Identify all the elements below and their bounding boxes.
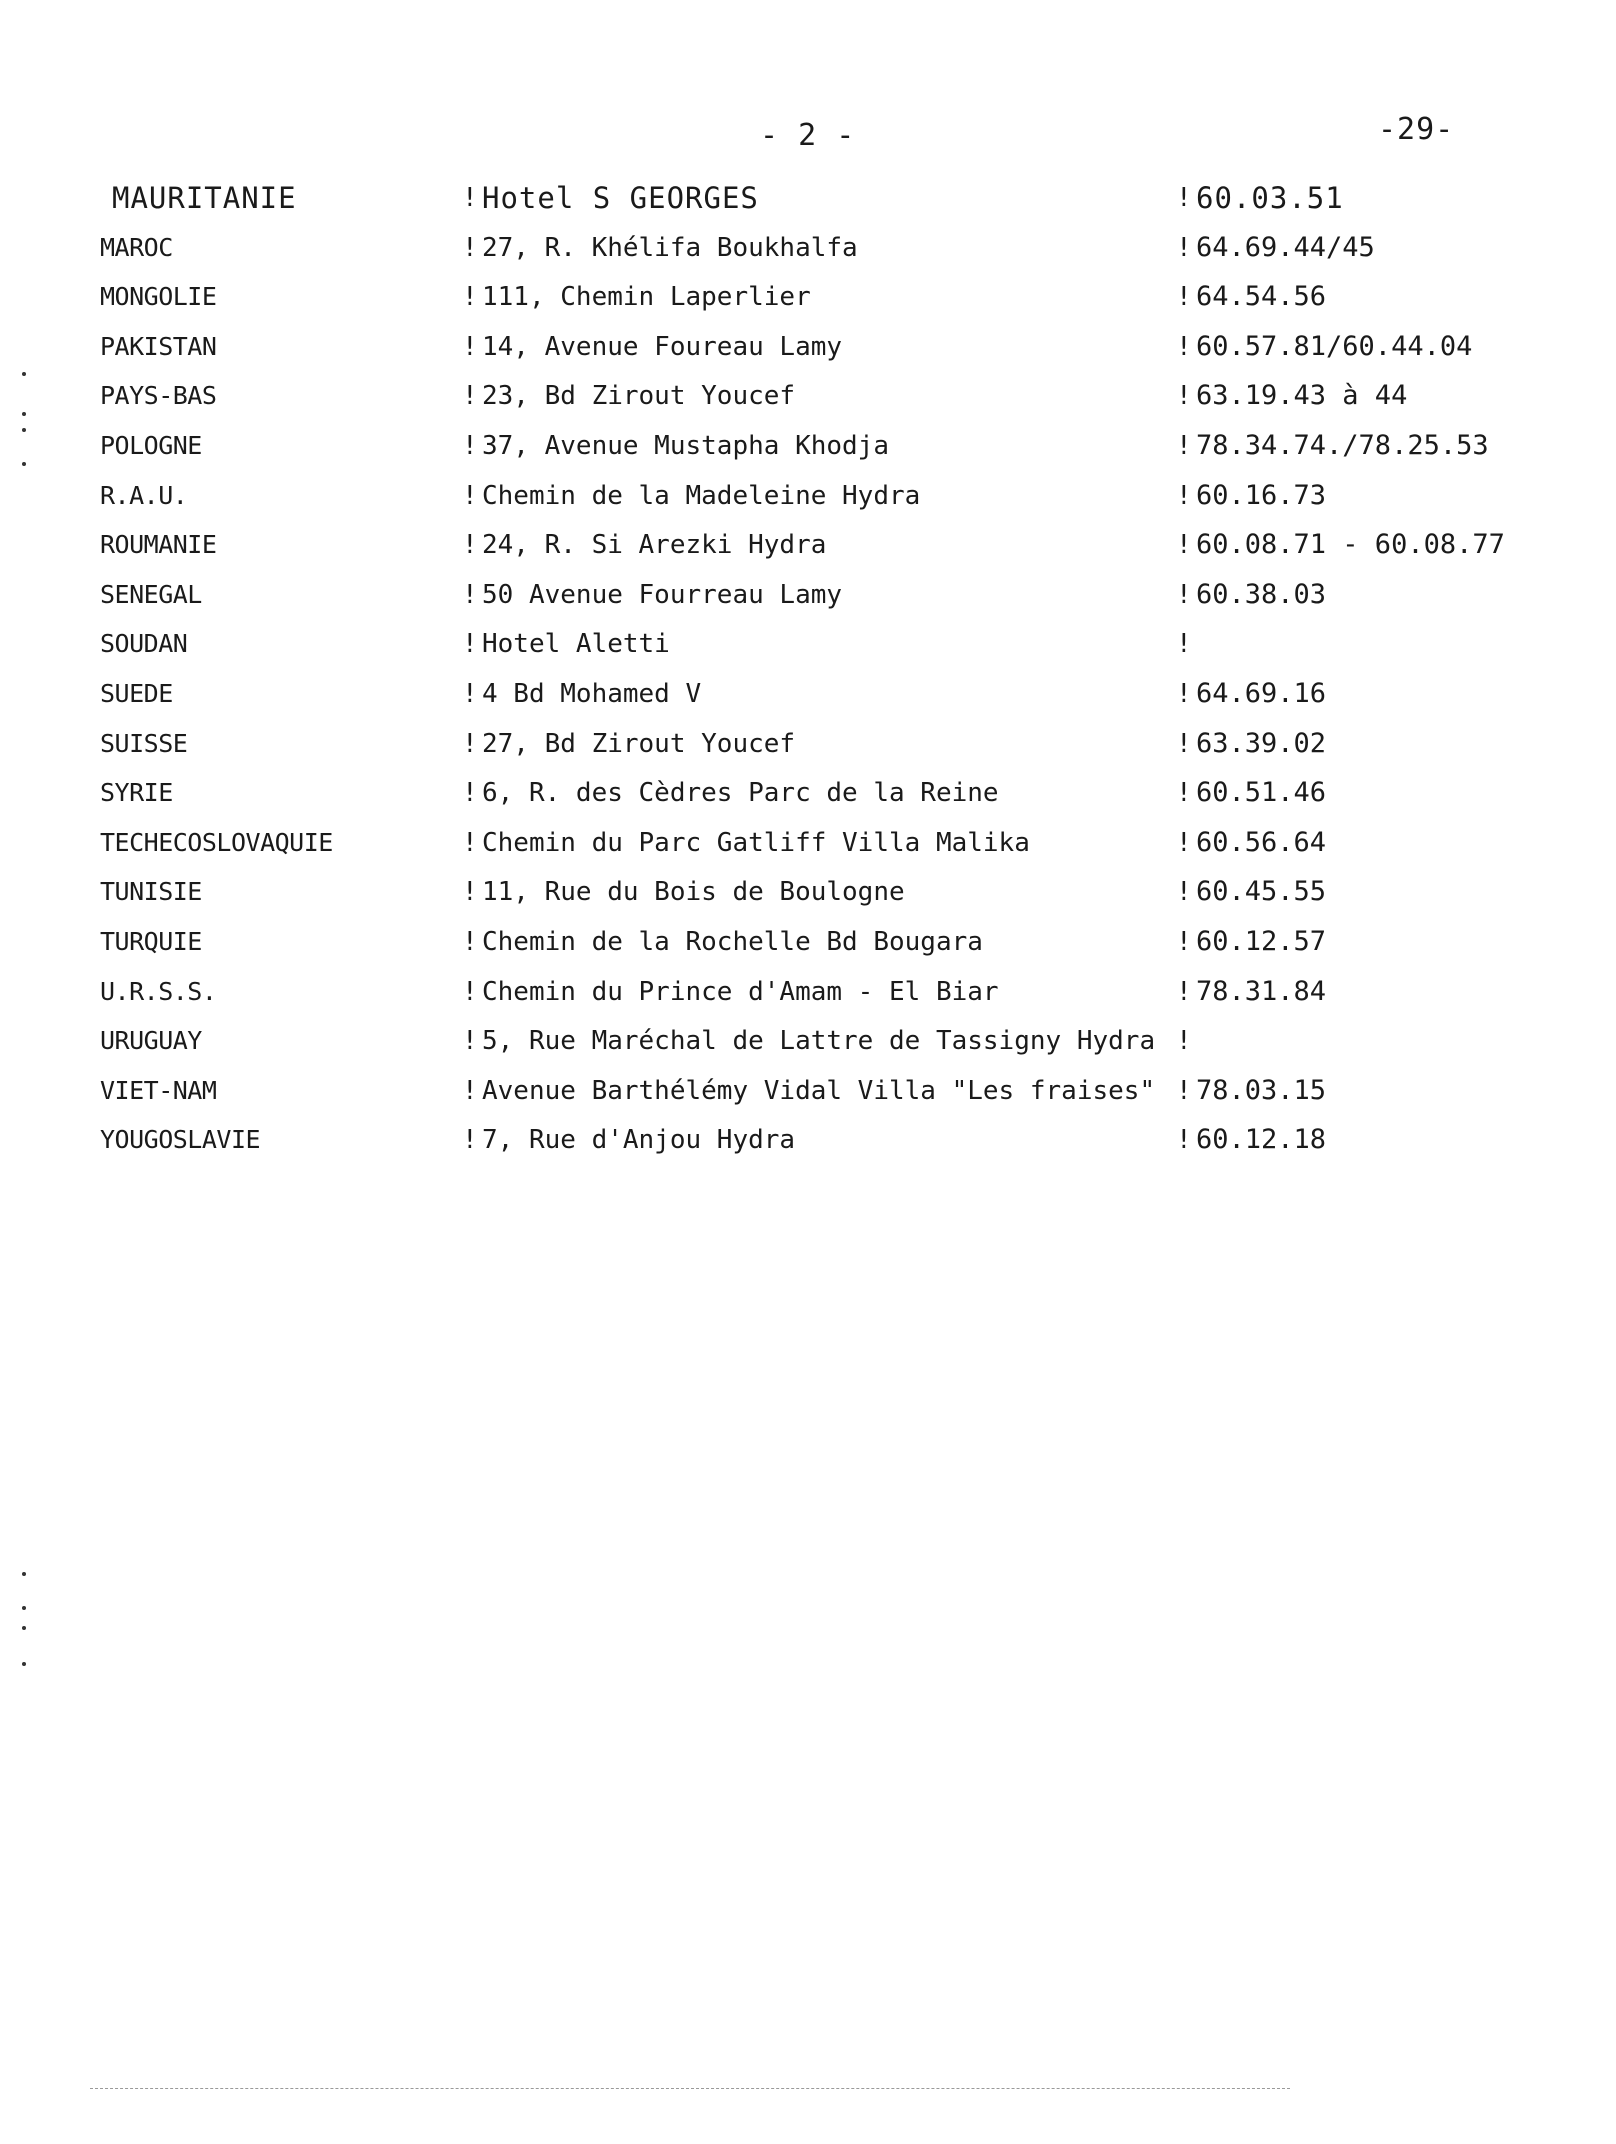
phone-number: 60.16.73 bbox=[1196, 479, 1327, 511]
list-item bbox=[0, 525, 1616, 575]
phone-number: 60.51.46 bbox=[1196, 777, 1327, 809]
phone-number: 78.03.15 bbox=[1196, 1074, 1327, 1106]
country-name: SYRIE bbox=[100, 778, 173, 808]
column-separator: ! bbox=[1176, 877, 1192, 908]
country-name: TUNISIE bbox=[100, 877, 202, 907]
list-item bbox=[0, 476, 1616, 526]
phone-number: 63.19.43 à 44 bbox=[1196, 380, 1408, 412]
column-separator: ! bbox=[1176, 678, 1192, 709]
phone-number: 60.38.03 bbox=[1196, 578, 1327, 610]
address: 37, Avenue Mustapha Khodja bbox=[482, 430, 889, 461]
margin-mark bbox=[22, 1662, 26, 1666]
margin-mark bbox=[22, 1606, 26, 1610]
column-separator: ! bbox=[462, 183, 478, 213]
column-separator: ! bbox=[1176, 232, 1192, 263]
list-item bbox=[0, 872, 1616, 922]
address: Avenue Barthélémy Vidal Villa "Les fraises" bbox=[482, 1075, 1156, 1106]
country-name: MONGOLIE bbox=[100, 282, 217, 312]
list-item bbox=[0, 327, 1616, 377]
country-name: SUISSE bbox=[100, 728, 188, 758]
country-name: TECHECOSLOVAQUIE bbox=[100, 827, 333, 857]
address: 4 Bd Mohamed V bbox=[482, 678, 702, 709]
column-separator: ! bbox=[462, 480, 478, 511]
address: Chemin du Parc Gatliff Villa Malika bbox=[482, 827, 1030, 858]
country-name: MAURITANIE bbox=[112, 181, 297, 215]
country-name: U.R.S.S. bbox=[100, 976, 217, 1006]
phone-number: 60.45.55 bbox=[1196, 876, 1327, 908]
column-separator: ! bbox=[1176, 480, 1192, 511]
column-separator: ! bbox=[462, 331, 478, 362]
column-separator: ! bbox=[1176, 282, 1192, 313]
address: 24, R. Si Arezki Hydra bbox=[482, 530, 827, 561]
list-item bbox=[0, 724, 1616, 774]
list-item bbox=[0, 1120, 1616, 1170]
phone-number: 64.54.56 bbox=[1196, 281, 1327, 313]
margin-mark bbox=[22, 1572, 26, 1576]
phone-number: 63.39.02 bbox=[1196, 727, 1327, 759]
column-separator: ! bbox=[1176, 1075, 1192, 1106]
column-separator: ! bbox=[1176, 629, 1192, 660]
list-item bbox=[0, 228, 1616, 278]
column-separator: ! bbox=[462, 1075, 478, 1106]
column-separator: ! bbox=[462, 778, 478, 809]
column-separator: ! bbox=[462, 430, 478, 461]
address: 11, Rue du Bois de Boulogne bbox=[482, 877, 905, 908]
address: 50 Avenue Fourreau Lamy bbox=[482, 579, 843, 610]
country-name: ROUMANIE bbox=[100, 530, 217, 560]
list-item bbox=[0, 277, 1616, 327]
column-separator: ! bbox=[1176, 331, 1192, 362]
column-separator: ! bbox=[462, 976, 478, 1007]
margin-mark bbox=[22, 1626, 26, 1630]
column-separator: ! bbox=[462, 530, 478, 561]
country-name: POLOGNE bbox=[100, 430, 202, 460]
address: 5, Rue Maréchal de Lattre de Tassigny Hydra bbox=[482, 1026, 1156, 1057]
column-separator: ! bbox=[1176, 976, 1192, 1007]
column-separator: ! bbox=[462, 728, 478, 759]
address: 27, Bd Zirout Youcef bbox=[482, 728, 796, 759]
column-separator: ! bbox=[462, 282, 478, 313]
list-item bbox=[0, 972, 1616, 1022]
column-separator: ! bbox=[1176, 430, 1192, 461]
column-separator: ! bbox=[1176, 579, 1192, 610]
country-name: SENEGAL bbox=[100, 579, 202, 609]
address: 23, Bd Zirout Youcef bbox=[482, 381, 796, 412]
list-item bbox=[0, 1021, 1616, 1071]
address: Chemin de la Madeleine Hydra bbox=[482, 480, 921, 511]
country-name: PAKISTAN bbox=[100, 331, 217, 361]
column-separator: ! bbox=[462, 1026, 478, 1057]
list-item bbox=[0, 426, 1616, 476]
list-item bbox=[0, 376, 1616, 426]
margin-mark bbox=[22, 372, 26, 376]
list-item bbox=[0, 674, 1616, 724]
margin-mark bbox=[22, 428, 26, 432]
country-name: VIET-NAM bbox=[100, 1075, 217, 1105]
bottom-rule bbox=[90, 2088, 1290, 2089]
margin-mark bbox=[22, 462, 26, 466]
country-name: MAROC bbox=[100, 232, 173, 262]
column-separator: ! bbox=[1176, 827, 1192, 858]
column-separator: ! bbox=[462, 926, 478, 957]
embassy-list bbox=[0, 178, 1616, 1170]
address: Chemin de la Rochelle Bd Bougara bbox=[482, 926, 983, 957]
column-separator: ! bbox=[462, 678, 478, 709]
phone-number: 60.12.57 bbox=[1196, 925, 1327, 957]
phone-number: 64.69.44/45 bbox=[1196, 231, 1375, 263]
country-name: SUEDE bbox=[100, 678, 173, 708]
list-item bbox=[0, 178, 1616, 228]
country-name: URUGUAY bbox=[100, 1026, 202, 1056]
column-separator: ! bbox=[1176, 381, 1192, 412]
column-separator: ! bbox=[462, 877, 478, 908]
address: 6, R. des Cèdres Parc de la Reine bbox=[482, 778, 999, 809]
column-separator: ! bbox=[1176, 728, 1192, 759]
phone-number: 60.03.51 bbox=[1196, 181, 1344, 215]
address: Hotel Aletti bbox=[482, 629, 670, 660]
country-name: R.A.U. bbox=[100, 480, 188, 510]
list-item bbox=[0, 575, 1616, 625]
list-item bbox=[0, 823, 1616, 873]
country-name: YOUGOSLAVIE bbox=[100, 1125, 261, 1155]
column-separator: ! bbox=[462, 381, 478, 412]
list-item bbox=[0, 624, 1616, 674]
phone-number: 78.34.74./78.25.53 bbox=[1196, 429, 1489, 461]
phone-number: 60.56.64 bbox=[1196, 826, 1327, 858]
address: 14, Avenue Foureau Lamy bbox=[482, 331, 843, 362]
column-separator: ! bbox=[462, 579, 478, 610]
address: 27, R. Khélifa Boukhalfa bbox=[482, 232, 858, 263]
phone-number: 64.69.16 bbox=[1196, 677, 1327, 709]
list-item bbox=[0, 1071, 1616, 1121]
address: Chemin du Prince d'Amam - El Biar bbox=[482, 976, 999, 1007]
country-name: SOUDAN bbox=[100, 629, 188, 659]
column-separator: ! bbox=[1176, 1026, 1192, 1057]
address: Hotel S GEORGES bbox=[482, 181, 759, 215]
phone-number: 60.57.81/60.44.04 bbox=[1196, 330, 1473, 362]
column-separator: ! bbox=[1176, 1125, 1192, 1156]
column-separator: ! bbox=[462, 232, 478, 263]
address: 7, Rue d'Anjou Hydra bbox=[482, 1125, 796, 1156]
list-item bbox=[0, 773, 1616, 823]
column-separator: ! bbox=[1176, 183, 1192, 213]
column-separator: ! bbox=[462, 827, 478, 858]
margin-mark bbox=[22, 412, 26, 416]
column-separator: ! bbox=[1176, 778, 1192, 809]
column-separator: ! bbox=[462, 1125, 478, 1156]
country-name: PAYS-BAS bbox=[100, 381, 217, 411]
address: 111, Chemin Laperlier bbox=[482, 282, 811, 313]
column-separator: ! bbox=[1176, 926, 1192, 957]
phone-number: 60.12.18 bbox=[1196, 1124, 1327, 1156]
column-separator: ! bbox=[462, 629, 478, 660]
phone-number: 60.08.71 - 60.08.77 bbox=[1196, 529, 1505, 561]
column-separator: ! bbox=[1176, 530, 1192, 561]
page-number-right: -29- bbox=[1378, 112, 1455, 147]
phone-number: 78.31.84 bbox=[1196, 975, 1327, 1007]
country-name: TURQUIE bbox=[100, 926, 202, 956]
page-number-center: - 2 - bbox=[760, 118, 856, 153]
list-item bbox=[0, 922, 1616, 972]
